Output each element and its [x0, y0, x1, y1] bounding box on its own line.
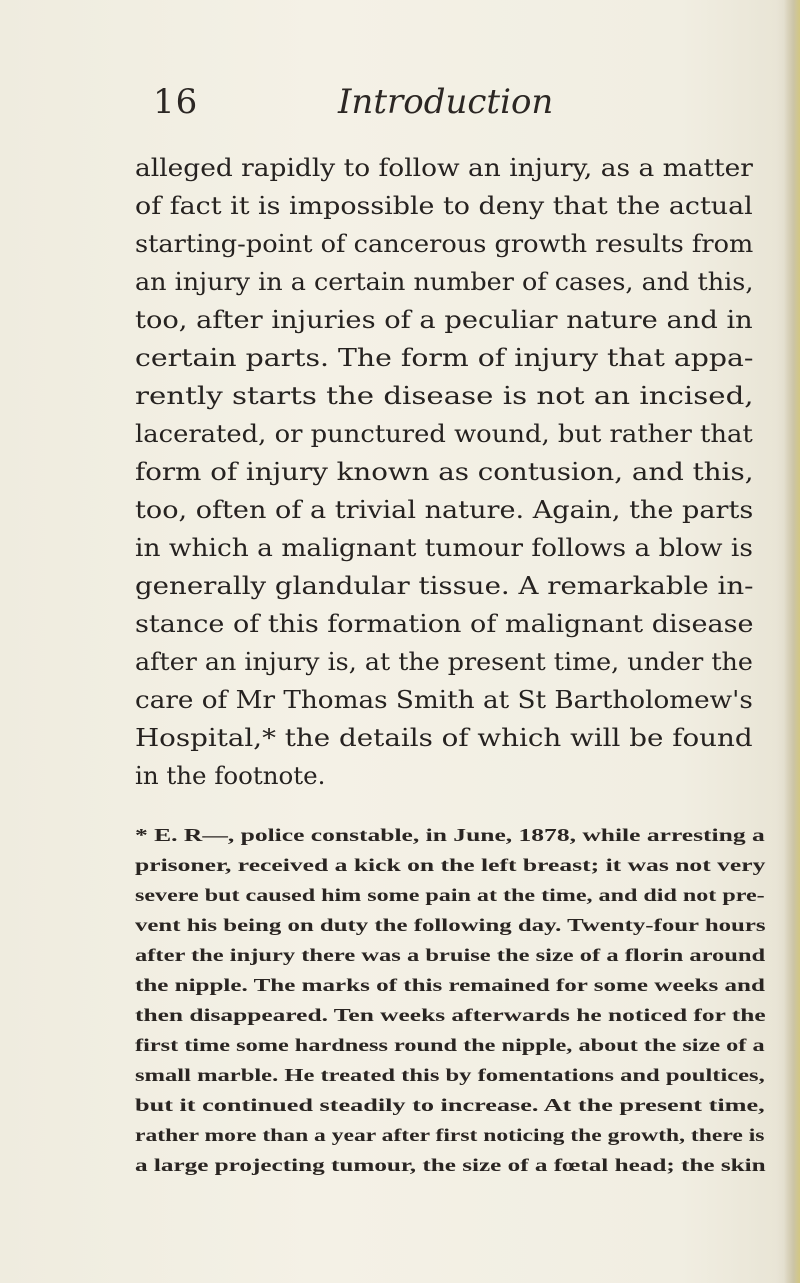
body-line: of fact it is impossible to deny that the actual: [135, 191, 753, 220]
body-line: form of injury known as contusion, and this,: [135, 457, 754, 486]
body-line: lacerated, or punctured wound, but rather that: [135, 419, 753, 448]
body-line: in the footnote.: [135, 761, 326, 790]
page-edge-shadow: [784, 0, 800, 1283]
body-line: after an injury is, at the present time, under the: [135, 647, 753, 676]
page-number: 16: [153, 82, 199, 122]
footnote-line: prisoner, received a kick on the left breast; it was not very: [135, 855, 766, 875]
body-line: an injury in a certain number of cases, and this,: [135, 267, 754, 296]
body-line: too, often of a trivial nature. Again, the parts: [135, 495, 754, 524]
body-line: alleged rapidly to follow an injury, as a matter: [135, 153, 753, 182]
running-head: Introduction: [338, 82, 554, 122]
footnote-line: vent his being on duty the following day. Twenty-four hours: [135, 915, 766, 935]
body-line: starting-point of cancerous growth results from: [135, 229, 754, 258]
body-line: care of Mr Thomas Smith at St Bartholomew's: [135, 685, 753, 714]
page-header: [0, 82, 800, 142]
footnote-line: severe but caused him some pain at the time, and did not pre-: [135, 885, 765, 905]
body-line: rently starts the disease is not an incised,: [135, 381, 754, 410]
footnote-line: then disappeared. Ten weeks afterwards he noticed for the: [135, 1005, 766, 1025]
body-line: generally glandular tissue. A remarkable in-: [135, 571, 754, 600]
footnote-line: but it continued steadily to increase. At the present time,: [135, 1095, 765, 1115]
body-line: too, after injuries of a peculiar nature and in: [135, 305, 753, 334]
footnote-line: after the injury there was a bruise the size of a florin around: [135, 945, 766, 965]
footnote-line: a large projecting tumour, the size of a fœtal head; the skin: [135, 1155, 766, 1175]
body-line: in which a malignant tumour follows a blow is: [135, 533, 753, 562]
body-line: certain parts. The form of injury that appa-: [135, 343, 754, 372]
body-line: Hospital,* the details of which will be found: [135, 723, 753, 752]
footnote-line: first time some hardness round the nipple, about the size of a: [135, 1035, 765, 1055]
footnote-line: * E. R—, police constable, in June, 1878, while arresting a: [135, 825, 765, 845]
body-line: stance of this formation of malignant disease: [135, 609, 754, 638]
footnote-line: the nipple. The marks of this remained for some weeks and: [135, 975, 765, 995]
footnote-line: rather more than a year after first noticing the growth, there is: [135, 1125, 765, 1145]
footnote-line: small marble. He treated this by fomentations and poultices,: [135, 1065, 765, 1085]
